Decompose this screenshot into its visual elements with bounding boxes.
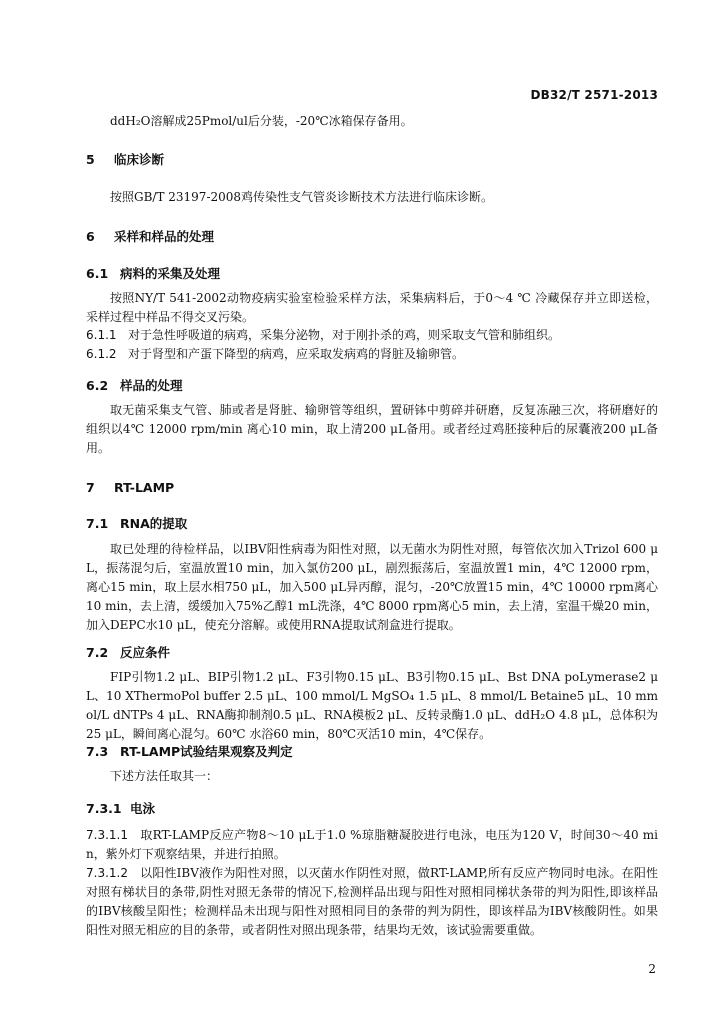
section-7-2-heading — [86, 643, 658, 662]
section-number: 7.2 — [86, 645, 109, 660]
section-6-2-text: 取无菌采集支气管、肺或者是肾脏、输卵管等组织，置研钵中剪碎并研磨，反复冻融三次，将研磨好的组织以4℃ 12000 rpm/min 离心10 min，取上清200 μL备用。或者经过鸡胚接种后的尿囊液200 μL备用。 — [86, 403, 658, 455]
section-number: 6 — [86, 229, 95, 244]
section-7-2-text: FIP引物1.2 μL、BIP引物1.2 μL、F3引物0.15 μL、B3引物0.15 μL、Bst DNA poLymerase2 μL、10 XThermoPol buffer 2.5 μL、100 mmol/L MgSO₄ 1.5 μL、8 mmol/L Betaine5 μL、10 mmol/L dNTPs 4 μL、RNA酶抑制剂0.5 μL、RNA模板2 μL、反转录酶1.0 μL、ddH₂O 4.8 μL，总体积为25 μL，瞬间离心混匀。60℃ 水浴60 min，80℃灭活10 min，4℃保存。 — [86, 670, 658, 741]
section-number: 7 — [86, 480, 95, 495]
clause-number: 7.3.1.1 — [86, 828, 128, 842]
section-title: RT-LAMP试验结果观察及判定 — [120, 744, 293, 759]
section-title: 临床诊断 — [114, 152, 165, 167]
clause-number: 7.3.1.2 — [86, 866, 128, 880]
section-title: 反应条件 — [120, 645, 171, 660]
clause-7-3-1-2 — [86, 864, 658, 940]
section-title: 病料的采集及处理 — [120, 266, 221, 281]
clause-7-3-1-1 — [86, 826, 658, 864]
section-number: 6.2 — [86, 378, 109, 393]
section-number: 6.1 — [86, 266, 109, 281]
clause-text: 以阳性IBV液作为阳性对照，以灭菌水作阴性对照，做RT-LAMP,所有反应产物同时电泳。在阳性对照有梯状目的条带,阴性对照无条带的情况下,检测样品出现与阳性对照相同梯状条带的判为阳性,即该样品的IBV核酸呈阳性；检测样品未出现与阳性对照相同目的条带的判为阴性，即该样品为IBV核酸阴性。如果阳性对照无相应的目的条带，或者阴性对照出现条带，结果均无效，该试验需要重做。 — [86, 866, 658, 937]
section-title: 样品的处理 — [120, 378, 183, 393]
document-code: DB32/T 2571-2013 — [530, 88, 658, 102]
clause-6-1-1 — [86, 326, 658, 345]
section-title: 采样和样品的处理 — [114, 229, 215, 244]
section-6-1-text: 按照NY/T 541-2002动物疫病实验室检验采样方法，采集病料后，于0～4 ℃ 冷藏保存并立即送检，采样过程中样品不得交叉污染。 — [86, 291, 658, 324]
section-7-3-text: 下述方法任取其一： — [110, 769, 219, 783]
clause-number: 6.1.2 — [86, 347, 117, 361]
section-5-text: 按照GB/T 23197-2008鸡传染性支气管炎诊断技术方法进行临床诊断。 — [110, 190, 494, 204]
section-6-2-heading — [86, 376, 658, 395]
section-7-3-1-heading — [86, 799, 658, 818]
section-number: 7.3 — [86, 744, 109, 759]
section-7-1-text: 取已处理的待检样品，以IBV阳性病毒为阳性对照，以无菌水为阴性对照，每管依次加入Trizol 600 μL，振荡混匀后，室温放置10 min，加入氯仿200 μL，剧烈振荡后，室温放置1 min，4℃ 12000 rpm，离心15 min，取上层水相750 μL，加入500 μL异丙醇，混匀，-20℃放置15 min，4℃ 10000 rpm离心10 min，去上清，缓缓加入75%乙醇1 mL洗涤，4℃ 8000 rpm离心5 min，去上清，室温干燥20 min，加入DEPC水10 μL，使充分溶解。或使用RNA提取试剂盒进行提取。 — [86, 542, 658, 632]
section-6-heading — [86, 227, 658, 246]
clause-text: 取RT-LAMP反应产物8～10 μL于1.0 %琼脂糖凝胶进行电泳，电压为120 V，时间30～40 min，紫外灯下观察结果，并进行拍照。 — [86, 828, 658, 861]
section-7-heading — [86, 478, 658, 497]
section-number: 7.1 — [86, 516, 109, 531]
section-7-1-heading — [86, 514, 658, 533]
section-title: RT-LAMP — [114, 480, 175, 495]
section-6-1-heading — [86, 264, 658, 283]
page-number: 2 — [648, 962, 656, 976]
clause-text: 对于肾型和产蛋下降型的病鸡，应采取发病鸡的肾脏及输卵管。 — [128, 347, 465, 361]
section-5-heading — [86, 150, 658, 169]
clause-text: 对于急性呼吸道的病鸡，采集分泌物，对于刚扑杀的鸡，则采取支气管和肺组织。 — [128, 328, 561, 342]
clause-number: 6.1.1 — [86, 328, 117, 342]
intro-tail-paragraph: ddH₂O溶解成25Pmol/ul后分装，-20℃冰箱保存备用。 — [110, 114, 413, 128]
section-title: RNA的提取 — [120, 516, 188, 531]
section-7-3-heading — [86, 742, 658, 761]
section-title: 电泳 — [130, 801, 156, 816]
section-number: 7.3.1 — [86, 801, 122, 816]
section-number: 5 — [86, 152, 95, 167]
clause-6-1-2 — [86, 345, 658, 364]
